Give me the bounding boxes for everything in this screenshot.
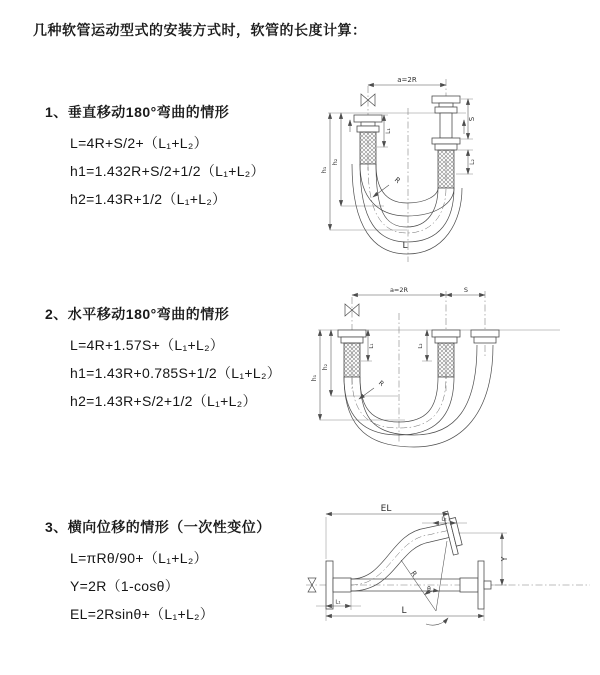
flange-plate bbox=[432, 138, 460, 144]
hose-curve bbox=[351, 524, 447, 580]
formula-line: h1=1.43R+0.785S+1/2（L₁+L₂） bbox=[70, 365, 281, 381]
pipe-section bbox=[460, 578, 478, 592]
flange-plate bbox=[357, 126, 379, 132]
page-title: 几种软管运动型式的安装方式时，软管的长度计算： bbox=[33, 22, 367, 38]
section-heading: 2、水平移动180°弯曲的情形 bbox=[45, 306, 230, 322]
pipe-stub bbox=[484, 581, 491, 589]
dimension-label-h2: h₂ bbox=[322, 363, 329, 371]
dimension-label-h2: h₂ bbox=[331, 158, 339, 166]
dimension-label-h1: h₁ bbox=[311, 374, 318, 382]
section-heading: 1、垂直移动180°弯曲的情形 bbox=[45, 104, 230, 120]
formula-line: h1=1.432R+S/2+1/2（L₁+L₂） bbox=[70, 163, 265, 179]
hose-curve bbox=[376, 164, 438, 203]
braided-hose-section bbox=[360, 132, 376, 164]
formula-line: L=4R+S/2+（L₁+L₂） bbox=[70, 135, 208, 151]
dimension-label-l2: L₂ bbox=[441, 516, 447, 523]
diagram-lateral-displacement bbox=[298, 503, 600, 650]
flange-neck bbox=[361, 122, 375, 126]
flange-plate bbox=[471, 330, 499, 337]
pipe-section bbox=[333, 578, 351, 592]
radius-label: R bbox=[408, 569, 419, 579]
dimension-label-l1: L₁ bbox=[369, 343, 375, 349]
dimension-label-s: S bbox=[468, 116, 476, 122]
section-heading: 3、横向位移的情形（一次性变位） bbox=[45, 519, 271, 535]
diagram-vertical-180-bend bbox=[316, 70, 600, 268]
angle-arc bbox=[426, 618, 448, 625]
dimension-label-a2r: a=2R bbox=[389, 286, 409, 294]
dimension-label-y: Y bbox=[500, 556, 509, 562]
formula-line: h2=1.43R+1/2（L₁+L₂） bbox=[70, 191, 227, 207]
diagram-horizontal-180-bend bbox=[310, 283, 600, 448]
hose-curve bbox=[360, 345, 477, 435]
dimension-label-l1: L₁ bbox=[335, 599, 341, 606]
formula-line: h2=1.43R+S/2+1/2（L₁+L₂） bbox=[70, 393, 257, 409]
formula-line: L=4R+1.57S+（L₁+L₂） bbox=[70, 337, 225, 353]
dimension-label-h1: h₁ bbox=[320, 166, 328, 174]
flange-plate bbox=[326, 561, 333, 609]
braided-hose-section bbox=[344, 343, 360, 377]
flange-plate bbox=[435, 144, 457, 150]
angle-label: θ bbox=[427, 586, 431, 593]
braided-hose-section bbox=[438, 343, 454, 377]
hose-centerline bbox=[351, 531, 448, 586]
length-label: L bbox=[402, 241, 408, 251]
radius-leader bbox=[373, 185, 389, 197]
dimension-label-l2: L₂ bbox=[418, 343, 424, 349]
dimension-label-el: EL bbox=[380, 504, 392, 514]
flange-plate bbox=[478, 561, 484, 609]
braided-hose-section bbox=[438, 150, 454, 188]
dimension-label-l2: L₂ bbox=[469, 159, 476, 165]
dimension-label-l: L bbox=[401, 606, 407, 616]
hose-centerline bbox=[368, 164, 446, 233]
dimension-label-l1: L₁ bbox=[385, 128, 392, 134]
flange-plate bbox=[432, 96, 460, 103]
formula-line: L=πRθ/90+（L₁+L₂） bbox=[70, 550, 208, 566]
flange-plate bbox=[435, 107, 457, 113]
flange-plate bbox=[354, 115, 382, 122]
flange-plate bbox=[435, 337, 457, 343]
angle-reference-line bbox=[436, 541, 447, 611]
dimension-label-s: S bbox=[463, 286, 469, 294]
radius-label: R bbox=[376, 378, 386, 388]
flange-plate bbox=[474, 337, 496, 343]
flange-plate bbox=[341, 337, 363, 343]
hose-curve bbox=[351, 538, 449, 592]
formula-line: Y=2R（1-cosθ） bbox=[70, 578, 180, 594]
flange-plate bbox=[432, 330, 460, 337]
formula-line: EL=2Rsinθ+（L₁+L₂） bbox=[70, 606, 215, 622]
flange-plate bbox=[338, 330, 366, 337]
flange-neck bbox=[439, 103, 453, 107]
pipe-section bbox=[440, 113, 452, 138]
radius-label: R bbox=[392, 175, 402, 186]
dimension-label-a2r: a=2R bbox=[397, 76, 417, 84]
